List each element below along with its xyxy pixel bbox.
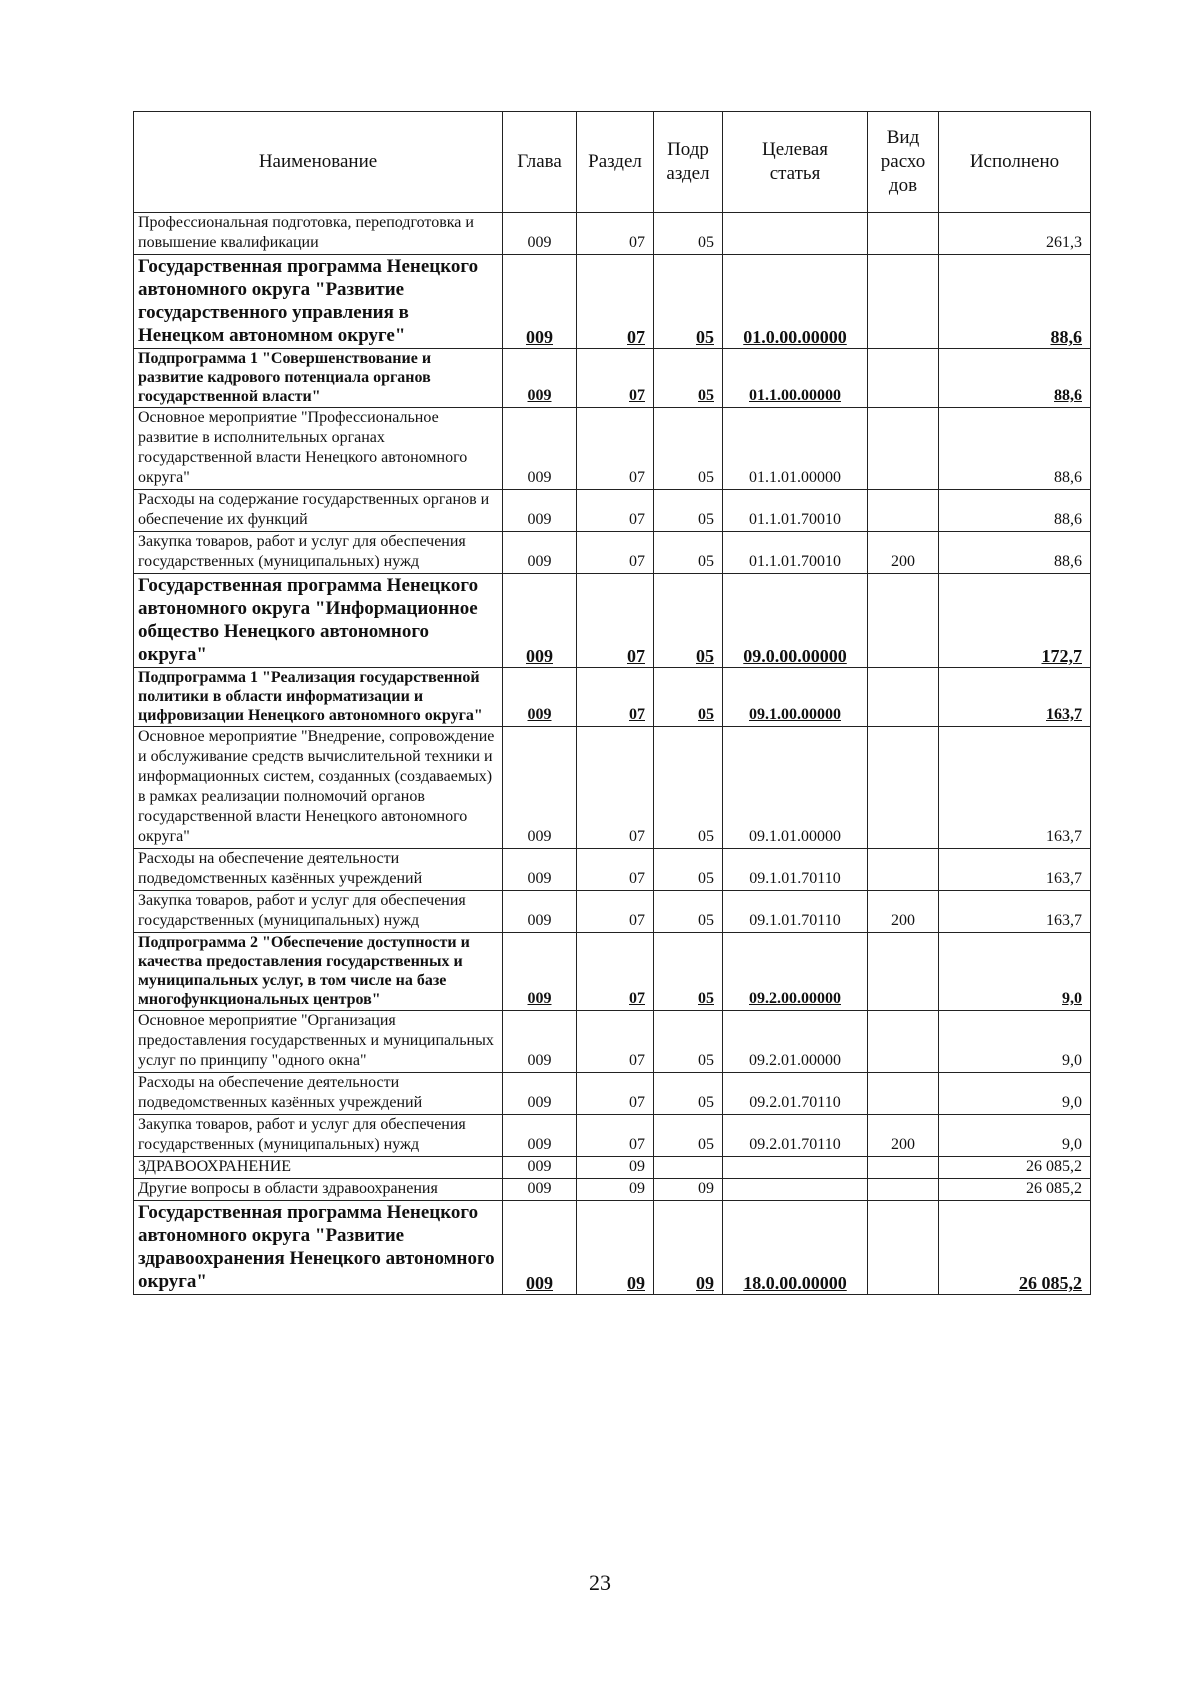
- cell-executed: 9,0: [939, 1011, 1091, 1073]
- cell-subsection: 05: [654, 727, 723, 849]
- cell-subsection: 09: [654, 1201, 723, 1295]
- cell-expense-type: [868, 1201, 939, 1295]
- table-row: [134, 255, 1091, 349]
- cell-name: Другие вопросы в области здравоохранения: [134, 1179, 503, 1201]
- cell-name: Основное мероприятие "Организация предоставления государственных и муниципальных услуг по принципу "одного окна": [134, 1011, 503, 1073]
- cell-target: 09.2.01.00000: [723, 1011, 868, 1073]
- cell-subsection: 05: [654, 574, 723, 668]
- cell-expense-type: 200: [868, 532, 939, 574]
- cell-target: 09.2.01.70110: [723, 1115, 868, 1157]
- cell-target: 09.1.01.70110: [723, 849, 868, 891]
- table-row: [134, 408, 1091, 490]
- cell-subsection: 09: [654, 1179, 723, 1201]
- cell-executed: 26 085,2: [939, 1201, 1091, 1295]
- cell-name: Государственная программа Ненецкого автономного округа "Развитие здравоохранения Ненецкого автономного округа": [134, 1201, 503, 1295]
- cell-target: 09.1.01.00000: [723, 727, 868, 849]
- cell-target: 01.1.00.00000: [723, 349, 868, 408]
- table-row: [134, 1115, 1091, 1157]
- cell-name: Подпрограмма 1 "Совершенствование и развитие кадрового потенциала органов государственной власти": [134, 349, 503, 408]
- cell-chapter: 009: [503, 408, 577, 490]
- cell-name: Государственная программа Ненецкого автономного округа "Развитие государственного управления в Ненецком автономном округе": [134, 255, 503, 349]
- cell-chapter: 009: [503, 849, 577, 891]
- cell-executed: 26 085,2: [939, 1179, 1091, 1201]
- cell-executed: 163,7: [939, 849, 1091, 891]
- cell-chapter: 009: [503, 1201, 577, 1295]
- table-row: [134, 1201, 1091, 1295]
- cell-subsection: 05: [654, 255, 723, 349]
- cell-executed: 163,7: [939, 727, 1091, 849]
- cell-chapter: 009: [503, 349, 577, 408]
- table-row: [134, 1179, 1091, 1201]
- cell-expense-type: [868, 933, 939, 1011]
- cell-section: 07: [577, 727, 654, 849]
- cell-target: 09.2.01.70110: [723, 1073, 868, 1115]
- cell-subsection: 05: [654, 408, 723, 490]
- cell-name: Подпрограмма 1 "Реализация государственной политики в области информатизации и цифровизации Ненецкого автономного округа": [134, 668, 503, 727]
- header-expense-type: Вид расхо дов: [868, 112, 939, 213]
- table-row: [134, 213, 1091, 255]
- cell-section: 07: [577, 349, 654, 408]
- cell-subsection: 05: [654, 213, 723, 255]
- cell-expense-type: [868, 668, 939, 727]
- cell-chapter: 009: [503, 933, 577, 1011]
- cell-subsection: 05: [654, 668, 723, 727]
- cell-section: 07: [577, 574, 654, 668]
- cell-name: Расходы на обеспечение деятельности подведомственных казённых учреждений: [134, 1073, 503, 1115]
- cell-chapter: 009: [503, 1157, 577, 1179]
- cell-chapter: 009: [503, 891, 577, 933]
- cell-executed: 261,3: [939, 213, 1091, 255]
- cell-section: 07: [577, 532, 654, 574]
- cell-name: ЗДРАВООХРАНЕНИЕ: [134, 1157, 503, 1179]
- cell-section: 07: [577, 1011, 654, 1073]
- cell-expense-type: 200: [868, 891, 939, 933]
- cell-section: 07: [577, 408, 654, 490]
- cell-name: Основное мероприятие "Профессиональное развитие в исполнительных органах государственной власти Ненецкого автономного округа": [134, 408, 503, 490]
- cell-target: 01.1.01.70010: [723, 532, 868, 574]
- cell-target: 01.0.00.00000: [723, 255, 868, 349]
- cell-target: 18.0.00.00000: [723, 1201, 868, 1295]
- cell-chapter: 009: [503, 1073, 577, 1115]
- cell-name: Основное мероприятие "Внедрение, сопровождение и обслуживание средств вычислительной техники и информационных систем, созданных (создаваемых) в рамках реализации полномочий органов государственной власти Ненецкого автономного округа": [134, 727, 503, 849]
- cell-executed: 88,6: [939, 490, 1091, 532]
- cell-section: 09: [577, 1201, 654, 1295]
- cell-chapter: 009: [503, 490, 577, 532]
- cell-subsection: 05: [654, 1073, 723, 1115]
- cell-section: 09: [577, 1179, 654, 1201]
- cell-name: Расходы на содержание государственных органов и обеспечение их функций: [134, 490, 503, 532]
- header-chapter: Глава: [503, 112, 577, 213]
- header-section: Раздел: [577, 112, 654, 213]
- table-row: [134, 891, 1091, 933]
- cell-chapter: 009: [503, 668, 577, 727]
- table-row: [134, 1011, 1091, 1073]
- cell-expense-type: [868, 727, 939, 849]
- cell-name: Подпрограмма 2 "Обеспечение доступности и качества предоставления государственных и муниципальных услуг, в том числе на базе многофункциональных центров": [134, 933, 503, 1011]
- cell-expense-type: [868, 255, 939, 349]
- header-name: Наименование: [134, 112, 503, 213]
- cell-executed: 88,6: [939, 532, 1091, 574]
- cell-subsection: 05: [654, 933, 723, 1011]
- cell-subsection: 05: [654, 532, 723, 574]
- cell-expense-type: [868, 213, 939, 255]
- cell-chapter: 009: [503, 727, 577, 849]
- cell-section: 07: [577, 668, 654, 727]
- cell-expense-type: [868, 349, 939, 408]
- table-row: [134, 532, 1091, 574]
- table-row: [134, 349, 1091, 408]
- cell-name: Расходы на обеспечение деятельности подведомственных казённых учреждений: [134, 849, 503, 891]
- cell-name: Государственная программа Ненецкого автономного округа "Информационное общество Ненецкого автономного округа": [134, 574, 503, 668]
- cell-target: 09.2.00.00000: [723, 933, 868, 1011]
- cell-target: [723, 1179, 868, 1201]
- cell-chapter: 009: [503, 574, 577, 668]
- cell-section: 07: [577, 891, 654, 933]
- cell-expense-type: [868, 1179, 939, 1201]
- cell-section: 07: [577, 933, 654, 1011]
- table-row: [134, 574, 1091, 668]
- cell-name: Закупка товаров, работ и услуг для обеспечения государственных (муниципальных) нужд: [134, 532, 503, 574]
- cell-section: 09: [577, 1157, 654, 1179]
- cell-subsection: 05: [654, 490, 723, 532]
- cell-subsection: [654, 1157, 723, 1179]
- cell-expense-type: [868, 1073, 939, 1115]
- cell-subsection: 05: [654, 349, 723, 408]
- cell-executed: 26 085,2: [939, 1157, 1091, 1179]
- table-row: [134, 849, 1091, 891]
- cell-chapter: 009: [503, 213, 577, 255]
- cell-executed: 88,6: [939, 349, 1091, 408]
- cell-target: [723, 213, 868, 255]
- cell-executed: 163,7: [939, 891, 1091, 933]
- header-row: [134, 112, 1091, 213]
- cell-expense-type: [868, 1157, 939, 1179]
- cell-chapter: 009: [503, 532, 577, 574]
- cell-target: 09.1.01.70110: [723, 891, 868, 933]
- cell-name: Закупка товаров, работ и услуг для обеспечения государственных (муниципальных) нужд: [134, 891, 503, 933]
- table-row: [134, 1073, 1091, 1115]
- cell-chapter: 009: [503, 1011, 577, 1073]
- cell-expense-type: [868, 1011, 939, 1073]
- cell-expense-type: 200: [868, 1115, 939, 1157]
- cell-section: 07: [577, 1115, 654, 1157]
- cell-target: 09.0.00.00000: [723, 574, 868, 668]
- cell-executed: 88,6: [939, 408, 1091, 490]
- cell-subsection: 05: [654, 891, 723, 933]
- cell-section: 07: [577, 255, 654, 349]
- page-number: 23: [589, 1570, 611, 1595]
- cell-chapter: 009: [503, 1115, 577, 1157]
- cell-chapter: 009: [503, 1179, 577, 1201]
- cell-expense-type: [868, 408, 939, 490]
- cell-target: 01.1.01.00000: [723, 408, 868, 490]
- header-subsection: Подр аздел: [654, 112, 723, 213]
- cell-subsection: 05: [654, 1011, 723, 1073]
- table-body: [134, 213, 1091, 1295]
- cell-executed: 9,0: [939, 933, 1091, 1011]
- cell-executed: 9,0: [939, 1073, 1091, 1115]
- header-target: Целевая статья: [723, 112, 868, 213]
- cell-executed: 88,6: [939, 255, 1091, 349]
- table-row: [134, 490, 1091, 532]
- table-row: [134, 668, 1091, 727]
- cell-target: [723, 1157, 868, 1179]
- cell-executed: 172,7: [939, 574, 1091, 668]
- cell-name: Закупка товаров, работ и услуг для обеспечения государственных (муниципальных) нужд: [134, 1115, 503, 1157]
- cell-subsection: 05: [654, 1115, 723, 1157]
- table-row: [134, 933, 1091, 1011]
- cell-target: 01.1.01.70010: [723, 490, 868, 532]
- cell-chapter: 009: [503, 255, 577, 349]
- header-executed: Исполнено: [939, 112, 1091, 213]
- cell-name: Профессиональная подготовка, переподготовка и повышение квалификации: [134, 213, 503, 255]
- budget-table: [133, 111, 1091, 1295]
- cell-expense-type: [868, 574, 939, 668]
- cell-executed: 9,0: [939, 1115, 1091, 1157]
- cell-subsection: 05: [654, 849, 723, 891]
- cell-section: 07: [577, 490, 654, 532]
- table-row: [134, 1157, 1091, 1179]
- cell-section: 07: [577, 1073, 654, 1115]
- cell-section: 07: [577, 213, 654, 255]
- cell-section: 07: [577, 849, 654, 891]
- cell-executed: 163,7: [939, 668, 1091, 727]
- cell-expense-type: [868, 490, 939, 532]
- cell-expense-type: [868, 849, 939, 891]
- table-row: [134, 727, 1091, 849]
- cell-target: 09.1.00.00000: [723, 668, 868, 727]
